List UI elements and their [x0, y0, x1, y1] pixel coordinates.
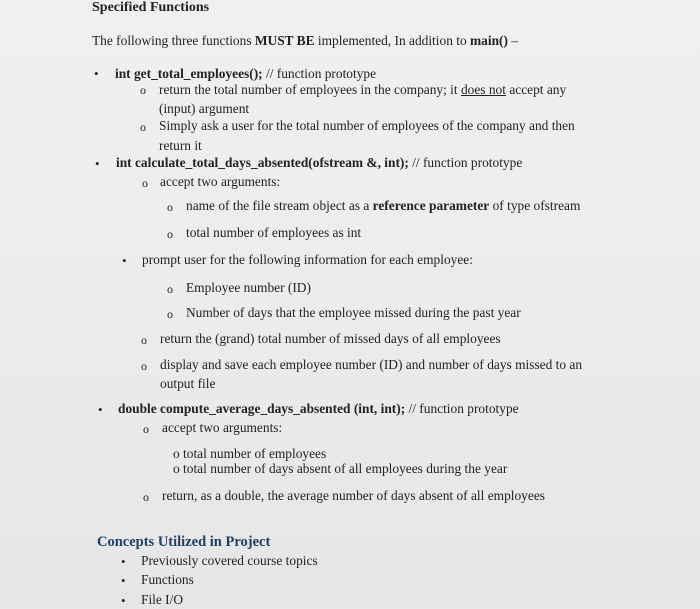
concept-item: Previously covered course topics	[141, 553, 318, 568]
intro-paragraph	[92, 33, 518, 49]
sub-bullet: o	[167, 227, 173, 241]
function2-accept: accept two arguments:	[160, 174, 281, 189]
function3-prototype: double compute_average_days_absented (int, int);	[118, 401, 406, 416]
intro-main: main()	[470, 33, 508, 48]
function1-detail-1	[159, 82, 566, 98]
function3-arg2: o total number of days absent of all employees during the year	[173, 461, 508, 476]
function1-detail-2: Simply ask a user for the total number of employees of the company and then	[159, 118, 575, 133]
sub-bullet: o	[167, 282, 173, 296]
sub-bullet: o	[141, 359, 147, 373]
function2-arg2: total number of employees as int	[186, 225, 362, 240]
underlined-text: does not	[460, 82, 506, 97]
function2-arg1	[186, 198, 580, 214]
function2-prompt-2: Number of days that the employee missed during the past year	[186, 305, 521, 320]
function1-comment: // function prototype	[262, 66, 377, 81]
function1-prototype: int get_total_employees();	[115, 66, 263, 81]
function3-signature	[118, 401, 519, 417]
bullet: •	[122, 253, 127, 268]
function2-return: return the (grand) total number of missed days of all employees	[160, 331, 501, 346]
function1-detail-1-cont: (input) argument	[159, 101, 250, 116]
bullet: •	[121, 554, 126, 569]
sub-bullet: o	[141, 333, 147, 347]
function2-display: display and save each employee number (ID) and number of days missed to an	[160, 357, 583, 372]
sub-bullet: o	[140, 83, 146, 97]
intro-emphasis: MUST BE	[254, 33, 315, 48]
detail-text: return the total number of employees in the company; it	[159, 82, 461, 97]
section-title: Specified Functions	[92, 0, 210, 15]
function3-arg1: o total number of employees	[173, 446, 327, 461]
function3-accept: accept two arguments:	[162, 420, 283, 435]
bullet: •	[121, 593, 126, 608]
bullet: •	[94, 66, 99, 81]
function3-comment: // function prototype	[405, 401, 519, 416]
function3-return: return, as a double, the average number of days absent of all employees	[162, 488, 545, 503]
function2-signature	[116, 155, 522, 171]
arg-text-end: of type ofstream	[489, 198, 581, 213]
function2-comment: // function prototype	[408, 155, 523, 170]
function2-prototype: int calculate_total_days_absented(ofstream &, int);	[116, 155, 409, 170]
detail-text-end: accept any	[505, 82, 567, 97]
bullet: •	[121, 573, 126, 588]
function1-detail-2-cont: return it	[159, 138, 202, 153]
function1-signature	[115, 66, 376, 82]
sub-bullet: o	[143, 422, 149, 436]
sub-bullet: o	[140, 120, 146, 134]
sub-bullet: o	[142, 176, 148, 190]
sub-bullet: o	[167, 200, 173, 214]
function2-display-cont: output file	[160, 376, 216, 391]
intro-text-2: implemented, In addition to	[314, 33, 470, 48]
bullet: •	[98, 402, 103, 417]
concepts-heading: Concepts Utilized in Project	[97, 534, 271, 550]
arg-text: name of the file stream object as a	[186, 198, 373, 213]
bullet: •	[95, 156, 100, 171]
sub-bullet: o	[167, 307, 173, 321]
concept-item: File I/O	[141, 592, 184, 607]
intro-text-3: –	[507, 33, 518, 48]
function2-prompt: prompt user for the following information for each employee:	[142, 252, 473, 267]
concept-item: Functions	[141, 572, 194, 587]
reference-parameter-text: reference parameter	[372, 198, 490, 213]
intro-text: The following three functions	[92, 33, 255, 48]
function2-prompt-1: Employee number (ID)	[186, 280, 311, 295]
sub-bullet: o	[143, 490, 149, 504]
